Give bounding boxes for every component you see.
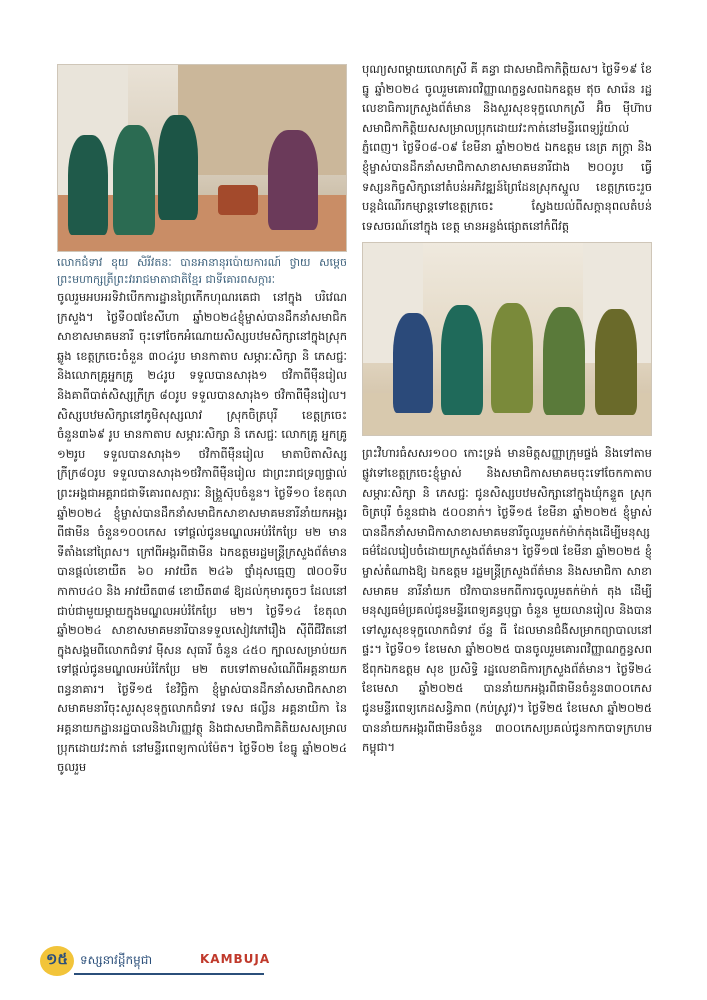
page-number: ១៥ [40,946,74,976]
guest-4 [543,307,585,415]
right-body-text-top: បុណ្យសពម្ដាយលោកស្រី គី គន្ធា ជាសមាជិកាកិត្តិយស។ ថ្ងៃទី១៩ ខែធ្នូ ឆ្នាំ២០២៤ ចូលរួមគោរពវិញ្ញាណក្ខន្ធសពឯកឧត្តម ឥុច សារ៉េន រដ្ឋលេខាធិការក្រសួងព័ត៌មាន និងសួរសុខទុក្ខលោកស្រី អ៊ិច ម៉ីហ៊ាប សមាជិកាកិត្តិយសសម្រាលប្រុកដោយវះកាត់នៅមន្ទីរពេទ្យរ៉ូយ៉ាល់ភ្នំពេញ។ ថ្ងៃទី០៨-០៩ ខែមីនា ឆ្នាំ២០២៥ ឯកឧត្តម នេត្រ ភក្ត្រា និងខ្ញុំម្ចាស់បានដឹកនាំសមាជិកាសាខាសមាគមនារីជាង ២០០រូប ធ្វើទស្សនកិច្ចសិក្សានៅតំបន់អភិវឌ្ឍន៍ព្រៃដែនស្រុកស្នួល ខេត្តក្រចេះរួចបន្តដំណើរកម្សាន្តទៅខេត្តក្រចេះ ស្វែងយល់ពីសក្ដានុពលតំបន់ទេសចរណ៍នៅក្នុង ខេត្ត មានអន្លង់ផ្សោតនៅកំពីវត្ត [362,62,652,233]
guest-2 [441,305,483,415]
guest-1 [393,313,433,413]
footer-rule [74,973,264,975]
meeting-photo [362,242,652,436]
photo-caption: លោកជំទាវ ឧុយ សិរីវតនៈ បានអានានុរប៉ោយការណ៍ ថ្វាយ សម្ដេចព្រះមហាក្សត្រីព្រះវររាជមាតាជាតិខ្មែរ ជាទីគោរពសក្ការៈ [57,256,347,286]
right-body-text-bottom: ព្រះវិហារធំសសរ១០០ កោះទ្រង់ មានមិត្តសញ្ញាក្រុមផ្ទង់ និងទៅតាមផ្លូវទៅខេត្តក្រចេះខ្ញុំម្ចាស់ និងសមាជិកាសមាគមចុះទៅចែកកាតាប សម្ភារៈសិក្សា និ ភេសជ្ជៈ ជូនសិស្សបឋមសិក្សានៅក្នុងឃុំកន្ទួត ស្រុកចិត្របុរី ចំនួនជាង ៥០០នាក់។ ថ្ងៃទី១៥ ខែមីនា ឆ្នាំ២០២៥ ខ្ញុំម្ចាស់បានដឹកនាំសមាជិកាសាខាសមាគមនារីចូលរួមតក់ម៉ាក់តុងដើម្បីមនុស្សធម៌ដែលរៀបចំដោយក្រសួងព័ត៌មាន។ ថ្ងៃទី១៧ ខែមីនា ឆ្នាំ២០២៥ ខ្ញុំម្ចាស់តំណាងឱ្យ ឯកឧត្តម រដ្ឋមន្ត្រីក្រសួងព័ត៌មាន និងសមាជិកា សាខាសមាគម នារីនាំយក ថវិកាបានមកពីការចូលរួមតក់ម៉ាក់ តុង ដើម្បីមនុស្សធម៌ប្រគល់ជូនមន្ទីរពេទ្យគន្ធបុប្ផា ចំនួន មួយលានរៀល និងបានទៅសួរសុខទុក្ខលោកជំទាវ ច័ន្ទ ធី ដែលមានជំងឺសម្រាកព្យាបាលនៅផ្ទះ។ ថ្ងៃទី០១ ខែមេសា ឆ្នាំ២០២៥ បានចូលរួមគោរពវិញ្ញាណក្ខន្ធសពឪពុកឯកឧត្តម សុខ ប្រសិទ្ធិ រដ្ឋលេខាធិការក្រសួងព័ត៌មាន។ ថ្ងៃទី២៤ ខែមេសា ឆ្នាំ២០២៥ បាននាំយកអង្ករពីផាមីនចំនួន៣០០កេស ជូនមន្ទីរពេទ្យកេដសន្ធិភាព (កប់ស្រូវ)។ ថ្ងៃទី២៥ ខែមេសា ឆ្នាំ២០២៥ បាននាំយកអង្ករពីផាមីនចំនួន ៣០០កេសប្រគល់ជូនកាកបាទក្រហមកម្ពុជា។ [362,446,652,755]
guest-3 [491,303,533,413]
guest-5 [595,309,637,415]
right-column [362,60,652,758]
attendee-3 [158,115,198,220]
brand-name: KAMBUJA [200,952,271,966]
left-column [57,60,347,778]
attendee-2 [113,125,155,235]
side-table [218,185,258,215]
wall-panel [178,65,346,175]
queen-mother [268,130,318,230]
left-body-text: ចូលរួមអបអរទិវាបើកការដ្ឋានព្រៃកើកហុណរគេជា នៅក្នុង បរិវេណក្រសួង។ ថ្ងៃទី០៧ខែសីហា ឆ្នាំ២០២៤ខ្ញុំម្ចាស់បានដឹកនាំសមាជិកសាខាសមាគមនារី ចុះទៅចែកអំណោយសិស្សបឋមសិក្សានៅក្នុងស្រុកឆ្លូង ខេត្តក្រចេះចំនួន ៣០៤រូប មានកាតាប សម្ភារៈសិក្សា និ ភេសជ្ជៈ និងលោកគ្រូអ្នកគ្រូ ២៤រូប ទទួលបានសារុង១ ថវិកាពីម៉ឺនរៀល និងគាពីបាត់សិស្សក្រីក្រ ៨០រូប ទទួលបានសារុង១ ថវិកាពីម៉ឺនរៀល។ សិស្សបឋមសិក្សានៅភូមិសុស្សលាវ ស្រុកចិត្របុរី ខេត្តក្រចេះចំនួន៣៦៩ រូប មានកាតាប សម្ភារៈសិក្សា និ ភេសជ្ជៈ លោកគ្រូ អ្នកគ្រូ ១២រូប ទទួលបានសារុង១ ថវិកាពីម៉ឺនរៀល មាតាបិតាសិស្សក្រីក្រ៨០រូប ទទួលបានសារុង១ថវិកាពីម៉ឺនរៀល ជាព្រះរាជទ្រព្យផ្ទាល់ព្រះអង្គជាអគ្គរាជជាទីគោរពសក្ការៈ និង្គ្រួស៊ុបចំនួន។ ថ្ងៃទី១០ ខែតុលា ឆ្នាំ២០២៤ ខ្ញុំម្ចាស់បានដឹកនាំសមាជិកសាខាសមាគមនារីនាំយកអង្ករពីផាមីន ចំនួន១០០កេស ទៅផ្ដល់ជូនមណ្ឌលអប់រំកែប្រែ ម២ មានទីតាំងនៅព្រៃស។ ក្រៅពីអង្ករពីផាមីន ឯកឧត្តមរដ្ឋមន្ត្រីក្រសួងព័ត៌មានបានផ្តល់ខោយឺត ៦០ អាវយឺត ២៤៦ ថ្នាំដុសធ្មេញ ៧០០ទីប កាកាប៤០ និង អាវយឺត៣៨ ខោយឺត៣៨ ឱ្យដល់កុមារតូចៗ ដែលនៅជាប់ជាមួយម្ដាយក្នុងមណ្ឌលអប់រំកែប្រែ ម២។ ថ្ងៃទី១៤ ខែតុលា ឆ្នាំ២០២៤ សាខាសមាគមនារីបានទទួលសៀវភៅរឿង ស៊ីពីជីវិតនៅក្នុងសង្គមពីលោកជំទាវ ម៉ីសន សុធារី ចំនួន ៤៥០ ក្បាលសម្រាប់យកទៅផ្តល់ជូនមណ្ឌលអប់រំកែប្រែ ម២ តបទៅតាមសំណើពីអគ្គនាយកពន្ធនាគារ។ ថ្ងៃទី១៥ ខែវិច្ឆិកា ខ្ញុំម្ចាស់បានដឹកនាំសមាជិកសាខាសមាគមនារីចុះសួរសុខទុក្ខលោកជំទាវ ទេស ផល្លីន អគ្គនាយិកា នៃអគ្គនាយកដ្ឋានរដ្ឋបាលនិងហិរញ្ញវត្ថុ និងជាសមាជិកាគិតិយសសម្រាលប្រុកដោយវះកាត់ នៅមន្ទីរពេទ្យកាល់ម៉ែត។ ថ្ងៃទី០២ ខែធ្នូ ឆ្នាំ២០២៤ ចូលរួម [57,290,347,775]
magazine-title: ទស្សនាវដ្តីកម្ពុជា [80,953,153,967]
attendee-1 [68,135,108,235]
audience-photo [57,64,347,252]
page-footer [40,946,270,978]
